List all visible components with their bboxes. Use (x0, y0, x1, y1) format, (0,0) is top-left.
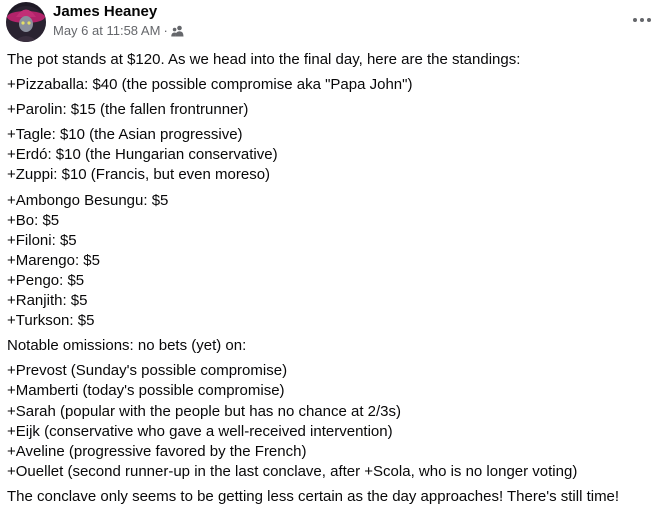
post-body (7, 50, 652, 507)
more-dot (633, 18, 637, 22)
post-text-line: +Pizzaballa: $40 (the possible compromise aka "Papa John") (7, 76, 413, 94)
friends-audience-icon[interactable] (171, 25, 184, 37)
post-text-line: +Zuppi: $10 (Francis, but even moreso) (7, 166, 271, 184)
post-paragraph (7, 336, 652, 356)
post-text-line: +Aveline (progressive favored by the French) (7, 442, 307, 460)
post-paragraph (7, 75, 652, 95)
post-text-line: +Eijk (conservative who gave a well-received intervention) (7, 422, 393, 440)
meta-separator: · (163, 23, 168, 38)
post-paragraph (7, 125, 652, 185)
post-text-line: +Filoni: $5 (7, 231, 77, 249)
post-meta (53, 23, 184, 39)
post-text-line: +Prevost (Sunday's possible compromise) (7, 362, 288, 380)
post-text-line: +Erdó: $10 (the Hungarian conservative) (7, 146, 278, 164)
post-paragraph (7, 191, 652, 332)
post-text-line: +Marengo: $5 (7, 251, 100, 269)
post-text-line: +Pengo: $5 (7, 271, 85, 289)
post-text-line: +Mamberti (today's possible compromise) (7, 382, 285, 400)
post-text-line: +Ouellet (second runner-up in the last conclave, after +Scola, who is no longer voting) (7, 462, 578, 480)
more-dot (647, 18, 651, 22)
post-text-line: +Ranjith: $5 (7, 292, 88, 310)
post-paragraph (7, 487, 652, 507)
post-text-line: +Turkson: $5 (7, 312, 95, 330)
more-options-icon[interactable] (630, 8, 654, 32)
post-text-line: +Bo: $5 (7, 211, 60, 229)
post-text-line: +Tagle: $10 (the Asian progressive) (7, 126, 243, 144)
author-avatar[interactable] (6, 2, 46, 42)
post-paragraph (7, 50, 652, 70)
post-text-line: The pot stands at $120. As we head into the final day, here are the standings: (7, 51, 521, 68)
post-text-line: The conclave only seems to be getting less certain as the day approaches! There's still time! (7, 487, 620, 505)
post-text-line: +Ambongo Besungu: $5 (7, 191, 169, 209)
post-timestamp[interactable]: May 6 at 11:58 AM (53, 23, 161, 38)
post-text-line: Notable omissions: no bets (yet) on: (7, 337, 247, 355)
author-name[interactable]: James Heaney (53, 3, 158, 20)
post-paragraph (7, 361, 652, 482)
post-text-line: +Sarah (popular with the people but has no chance at 2/3s) (7, 402, 402, 420)
post-paragraph (7, 100, 652, 120)
post-text-line: +Parolin: $15 (the fallen frontrunner) (7, 101, 249, 119)
more-dot (640, 18, 644, 22)
